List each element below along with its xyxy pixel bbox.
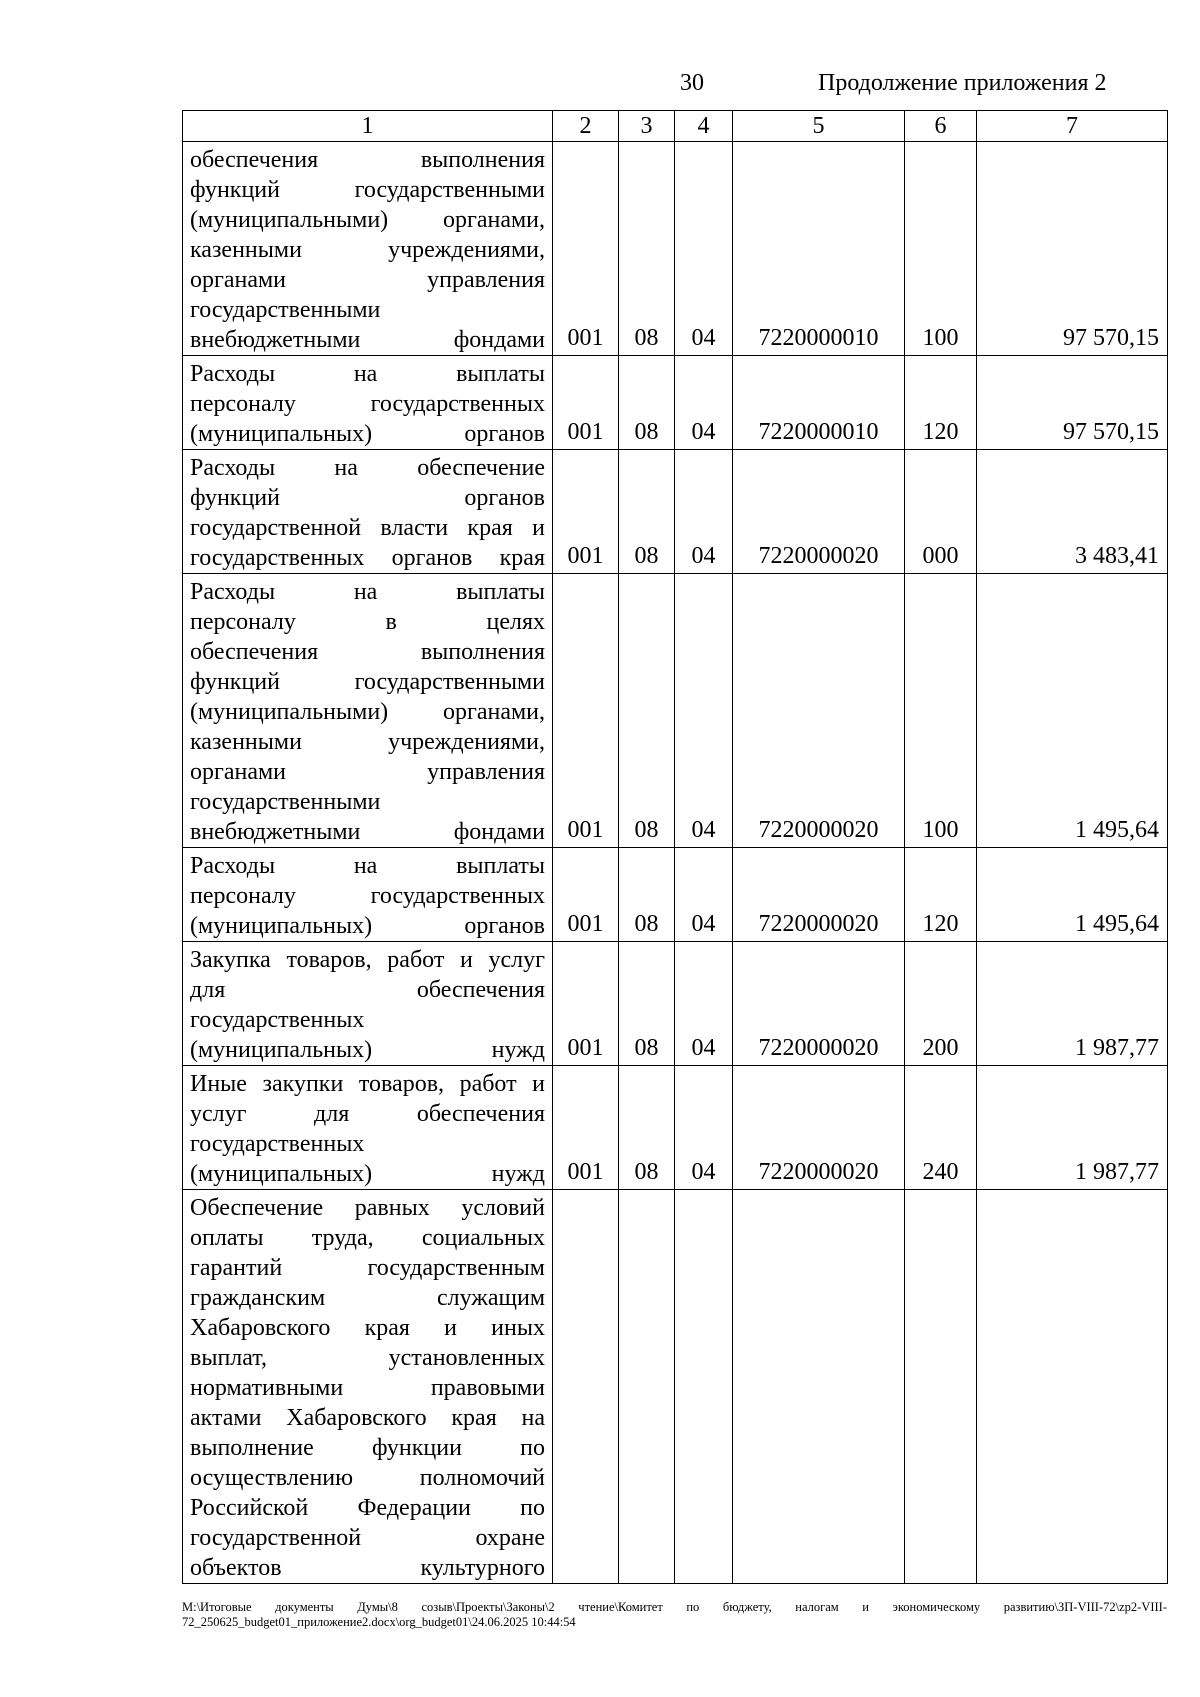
section-code: [619, 1190, 675, 1584]
description-line: государственными: [190, 297, 381, 323]
target-article-code: 7220000020: [733, 450, 905, 574]
section-code: 08: [619, 450, 675, 574]
description-line: функций органов: [190, 485, 545, 511]
description-line: функций государственными: [190, 669, 545, 695]
column-number-3: 3: [619, 111, 675, 142]
description-line: органами управления: [190, 759, 545, 785]
table-row: [183, 356, 1168, 450]
table-row: [183, 1066, 1168, 1190]
row-description: [183, 1066, 553, 1190]
description-line: осуществлению полномочий: [190, 1465, 545, 1491]
description-line: (муниципальных) органов: [190, 421, 545, 447]
expense-type-code: 200: [905, 942, 977, 1066]
amount: 97 570,15: [977, 356, 1168, 450]
description-line: выполнение функции по: [190, 1435, 545, 1461]
section-code: 08: [619, 142, 675, 356]
column-number-6: 6: [905, 111, 977, 142]
description-line: нормативными правовыми: [190, 1375, 545, 1401]
amount: 1 495,64: [977, 848, 1168, 942]
description-line: гарантий государственным: [190, 1255, 545, 1281]
description-line: персоналу государственных: [190, 883, 545, 909]
ministry-code: 001: [553, 574, 619, 848]
description-line: Российской Федерации по: [190, 1495, 545, 1521]
description-line: персоналу в целях: [190, 609, 545, 635]
subsection-code: [675, 1190, 733, 1584]
ministry-code: 001: [553, 142, 619, 356]
expense-type-code: 240: [905, 1066, 977, 1190]
description-line: Иные закупки товаров, работ и: [190, 1071, 545, 1097]
subsection-code: 04: [675, 1066, 733, 1190]
description-line: органами управления: [190, 267, 545, 293]
description-line: (муниципальных) органов: [190, 913, 545, 939]
description-line: государственной власти края и: [190, 515, 545, 541]
description-line: гражданским служащим: [190, 1285, 545, 1311]
description-line: для обеспечения: [190, 977, 545, 1003]
section-code: 08: [619, 1066, 675, 1190]
subsection-code: 04: [675, 574, 733, 848]
page-number: 30: [680, 70, 704, 96]
target-article-code: 7220000020: [733, 848, 905, 942]
description-line: казенными учреждениями,: [190, 237, 545, 263]
row-description: [183, 1190, 553, 1584]
ministry-code: 001: [553, 1066, 619, 1190]
column-number-2: 2: [553, 111, 619, 142]
description-line: персоналу государственных: [190, 391, 545, 417]
column-number-7: 7: [977, 111, 1168, 142]
target-article-code: 7220000020: [733, 942, 905, 1066]
ministry-code: [553, 1190, 619, 1584]
table-row: [183, 848, 1168, 942]
description-line: (муниципальных) нужд: [190, 1037, 545, 1063]
description-line: Расходы на обеспечение: [190, 455, 545, 481]
description-line: государственной охране: [190, 1525, 545, 1551]
row-description: [183, 574, 553, 848]
description-line: Расходы на выплаты: [190, 579, 545, 605]
description-line: функций государственными: [190, 177, 545, 203]
column-number-5: 5: [733, 111, 905, 142]
table-row: [183, 1190, 1168, 1584]
description-line: внебюджетными фондами: [190, 819, 545, 845]
subsection-code: 04: [675, 942, 733, 1066]
subsection-code: 04: [675, 356, 733, 450]
row-description: [183, 356, 553, 450]
appendix-continuation-label: Продолжение приложения 2: [818, 70, 1107, 96]
section-code: 08: [619, 848, 675, 942]
document-file-path: M:\Итоговые документы Думы\8 созыв\Проекты\Законы\2 чтение\Комитет по бюджету, налогам и экономическому развитию\ЗП-VIII-72\zp2-VIII-72_250625_budget01_приложение2.docx\org_budget01\24.06.2025 10:44:54: [182, 1600, 1167, 1629]
amount: 97 570,15: [977, 142, 1168, 356]
description-line: (муниципальных) нужд: [190, 1161, 545, 1187]
target-article-code: [733, 1190, 905, 1584]
description-line: казенными учреждениями,: [190, 729, 545, 755]
description-line: государственных: [190, 1131, 365, 1157]
description-line: объектов культурного: [190, 1555, 545, 1581]
description-line: оплаты труда, социальных: [190, 1225, 545, 1251]
expense-type-code: 000: [905, 450, 977, 574]
expense-type-code: 120: [905, 356, 977, 450]
column-number-row: [183, 111, 1168, 142]
description-line: актами Хабаровского края на: [190, 1405, 545, 1431]
table-row: [183, 142, 1168, 356]
subsection-code: 04: [675, 848, 733, 942]
ministry-code: 001: [553, 942, 619, 1066]
row-description: [183, 142, 553, 356]
table-body: [183, 142, 1168, 1584]
description-line: Хабаровского края и иных: [190, 1315, 545, 1341]
target-article-code: 7220000020: [733, 1066, 905, 1190]
expense-type-code: [905, 1190, 977, 1584]
description-line: услуг для обеспечения: [190, 1101, 545, 1127]
section-code: 08: [619, 356, 675, 450]
description-line: (муниципальными) органами,: [190, 207, 545, 233]
expense-type-code: 120: [905, 848, 977, 942]
description-line: государственных: [190, 1007, 365, 1033]
row-description: [183, 848, 553, 942]
budget-table: [182, 110, 1168, 1584]
table-row: [183, 942, 1168, 1066]
ministry-code: 001: [553, 450, 619, 574]
description-line: обеспечения выполнения: [190, 639, 545, 665]
ministry-code: 001: [553, 356, 619, 450]
expense-type-code: 100: [905, 574, 977, 848]
description-line: выплат, установленных: [190, 1345, 545, 1371]
column-number-4: 4: [675, 111, 733, 142]
description-line: Расходы на выплаты: [190, 853, 545, 879]
target-article-code: 7220000020: [733, 574, 905, 848]
table-row: [183, 574, 1168, 848]
description-line: государственных органов края: [190, 545, 545, 571]
section-code: 08: [619, 574, 675, 848]
section-code: 08: [619, 942, 675, 1066]
target-article-code: 7220000010: [733, 142, 905, 356]
subsection-code: 04: [675, 142, 733, 356]
description-line: государственными: [190, 789, 381, 815]
amount: 1 495,64: [977, 574, 1168, 848]
amount: 1 987,77: [977, 1066, 1168, 1190]
description-line: Обеспечение равных условий: [190, 1195, 545, 1221]
amount: 1 987,77: [977, 942, 1168, 1066]
description-line: внебюджетными фондами: [190, 327, 545, 353]
row-description: [183, 450, 553, 574]
expense-type-code: 100: [905, 142, 977, 356]
description-line: обеспечения выполнения: [190, 147, 545, 173]
subsection-code: 04: [675, 450, 733, 574]
ministry-code: 001: [553, 848, 619, 942]
description-line: Расходы на выплаты: [190, 361, 545, 387]
table-row: [183, 450, 1168, 574]
row-description: [183, 942, 553, 1066]
amount: 3 483,41: [977, 450, 1168, 574]
target-article-code: 7220000010: [733, 356, 905, 450]
description-line: (муниципальными) органами,: [190, 699, 545, 725]
description-line: Закупка товаров, работ и услуг: [190, 947, 545, 973]
column-number-1: 1: [183, 111, 553, 142]
amount: [977, 1190, 1168, 1584]
